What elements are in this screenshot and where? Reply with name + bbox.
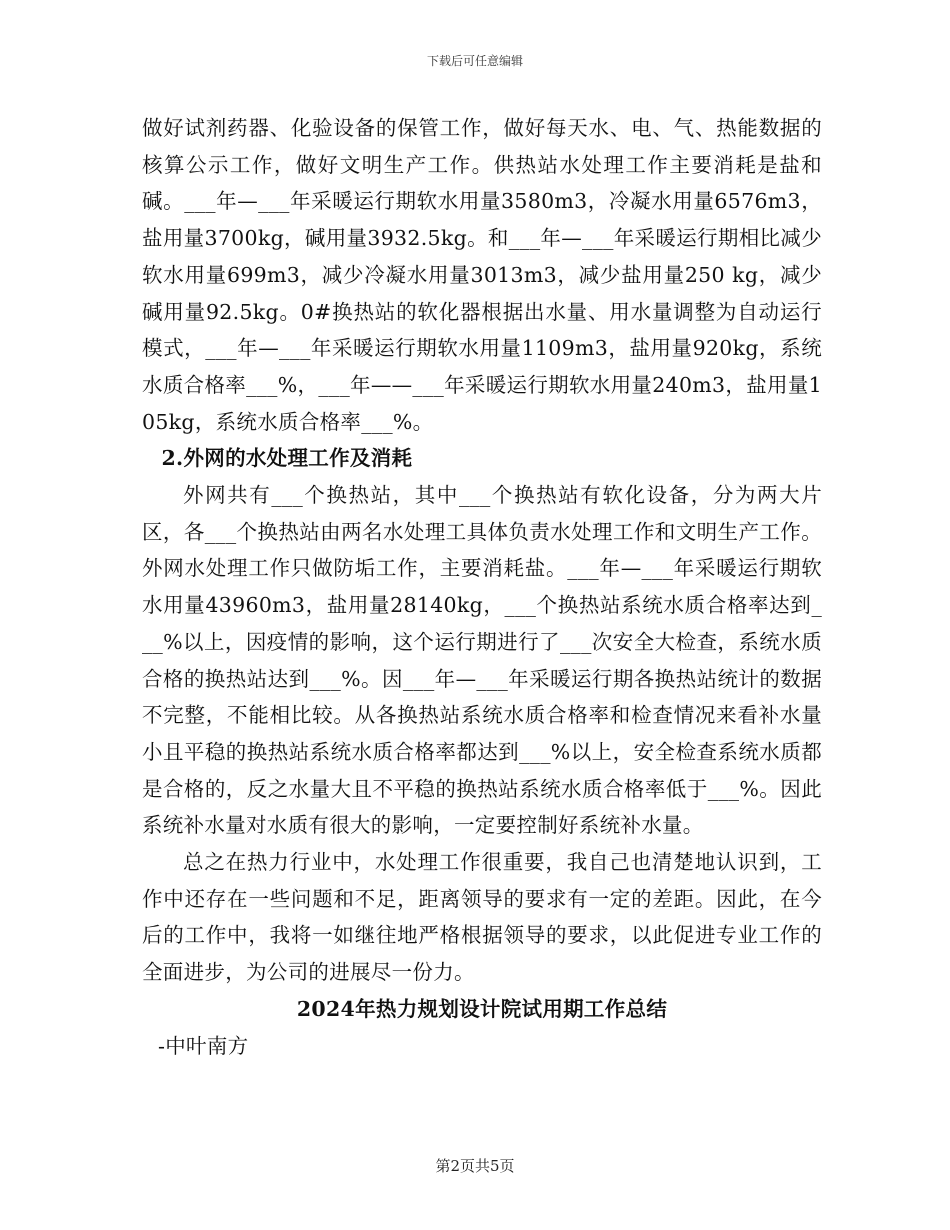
page-number: 第2页共5页 (435, 1157, 515, 1175)
author-line: -中叶南方 (158, 1033, 249, 1058)
section-heading-external-network: 2.外网的水处理工作及消耗 (161, 446, 413, 471)
document-title: 2024年热力规划设计院试用期工作总结 (296, 996, 668, 1021)
document-body (142, 110, 822, 1064)
paragraph-water-treatment-station: 做好试剂药器、化验设备的保管工作，做好每天水、电、气、热能数据的核算公示工作，做好文明生产工作。供热站水处理工作主要消耗是盐和碱。___年—___年采暖运行期软水用量3580m3，冷凝水用量6576m3，盐用量3700kg，碱用量3932.5kg。和___年—___年采暖运行期相比减少软水用量699m3，减少冷凝水用量3013m3，减少盐用量250 kg，减少碱用量92.5kg。0#换热站的软化器根据出水量、用水量调整为自动运行模式，___年—___年采暖运行期软水用量1109m3，盐用量920kg，系统水质合格率___%，___年——___年采暖运行期软水用量240m3，盐用量105kg，系统水质合格率___%。 (142, 116, 822, 434)
header-note: 下载后可任意编辑 (426, 54, 523, 68)
paragraph-conclusion: 总之在热力行业中，水处理工作很重要，我自己也清楚地认识到，工作中还存在一些问题和不足，距离领导的要求有一定的差距。因此，在今后的工作中，我将一如继往地严格根据领导的要求，以此促进专业工作的全面进步，为公司的进展尽一份力。 (142, 850, 822, 985)
paragraph-external-network: 外网共有___个换热站，其中___个换热站有软化设备，分为两大片区，各___个换热站由两名水处理工具体负责水处理工作和文明生产工作。外网水处理工作只做防垢工作，主要消耗盐。___年—___年采暖运行期软水用量43960m3，盐用量28140kg，___个换热站系统水质合格率达到___%以上，因疫情的影响，这个运行期进行了___次安全大检查，系统水质合格的换热站达到___%。因___年—___年采暖运行期各换热站统计的数据不完整，不能相比较。从各换热站系统水质合格率和检查情况来看补水量小且平稳的换热站系统水质合格率都达到___%以上，安全检查系统水质都是合格的，反之水量大且不平稳的换热站系统水质合格率低于___%。因此系统补水量对水质有很大的影响，一定要控制好系统补水量。 (142, 483, 822, 838)
